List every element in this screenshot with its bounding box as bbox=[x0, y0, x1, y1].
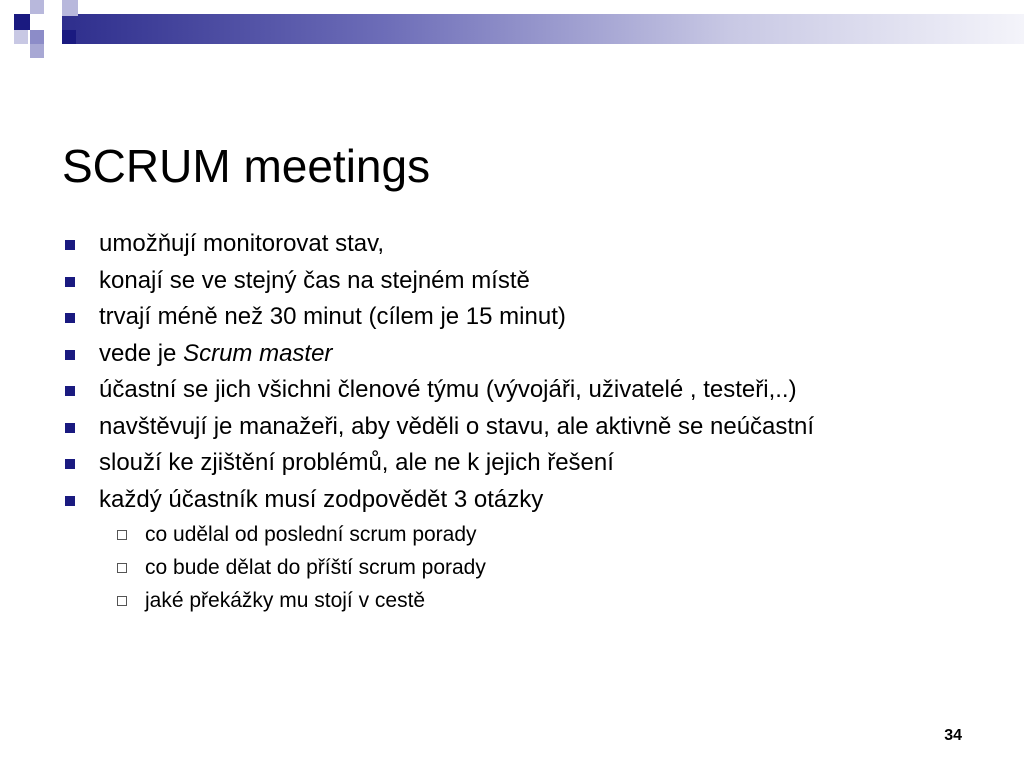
list-item bbox=[62, 336, 814, 373]
list-item-text: slouží ke zjištění problémů, ale ne k jejich řešení bbox=[99, 449, 614, 476]
square-bullet-icon bbox=[65, 313, 75, 323]
square-bullet-icon bbox=[65, 496, 75, 506]
square-bullet-icon bbox=[65, 459, 75, 469]
list-item-text: navštěvují je manažeři, aby věděli o stavu, ale aktivně se neúčastní bbox=[99, 412, 815, 440]
sub-list-item bbox=[62, 551, 814, 584]
list-item bbox=[62, 299, 814, 336]
header-gradient-band bbox=[42, 14, 1024, 44]
decor-square bbox=[62, 0, 78, 16]
square-bullet-icon bbox=[65, 277, 75, 287]
page-number: 34 bbox=[944, 727, 962, 744]
list-item-text: vede je bbox=[99, 339, 184, 367]
decor-square bbox=[30, 44, 44, 58]
decor-square bbox=[62, 30, 76, 44]
sub-list-item bbox=[62, 518, 814, 551]
hollow-square-bullet-icon bbox=[117, 530, 127, 540]
list-item-emphasis: Scrum master bbox=[183, 339, 333, 367]
decor-square bbox=[44, 44, 62, 58]
list-item bbox=[62, 263, 814, 300]
sub-list-item-text: jaké překážky mu stojí v cestě bbox=[145, 589, 426, 612]
square-bullet-icon bbox=[65, 240, 75, 250]
slide-title: SCRUM meetings bbox=[62, 140, 431, 192]
hollow-square-bullet-icon bbox=[117, 596, 127, 606]
square-bullet-icon bbox=[65, 423, 75, 433]
decor-square bbox=[30, 0, 44, 14]
list-item-text: konají se ve stejný čas na stejném místě bbox=[99, 266, 530, 294]
list-item-text: účastní se jich všichni členové týmu (vývojáři, uživatelé , testeři,..) bbox=[99, 376, 797, 403]
sub-list-item-text: co bude dělat do příští scrum porady bbox=[145, 556, 486, 579]
decor-square bbox=[42, 14, 62, 44]
bullet-list bbox=[62, 226, 814, 617]
list-item-text: každý účastník musí zodpovědět 3 otázky bbox=[99, 485, 544, 513]
list-item-text: trvají méně než 30 minut (cílem je 15 minut) bbox=[99, 303, 566, 330]
list-item bbox=[62, 226, 814, 263]
list-item-text: umožňují monitorovat stav, bbox=[99, 230, 385, 257]
list-item bbox=[62, 372, 814, 409]
list-item bbox=[62, 482, 814, 519]
sub-list-item-text: co udělal od poslední scrum porady bbox=[145, 523, 477, 546]
decor-square bbox=[30, 30, 44, 44]
decor-square bbox=[14, 14, 30, 30]
square-bullet-icon bbox=[65, 386, 75, 396]
sub-list-item bbox=[62, 584, 814, 617]
list-item bbox=[62, 445, 814, 482]
list-item bbox=[62, 409, 814, 446]
decor-square bbox=[14, 30, 28, 44]
hollow-square-bullet-icon bbox=[117, 563, 127, 573]
square-bullet-icon bbox=[65, 350, 75, 360]
